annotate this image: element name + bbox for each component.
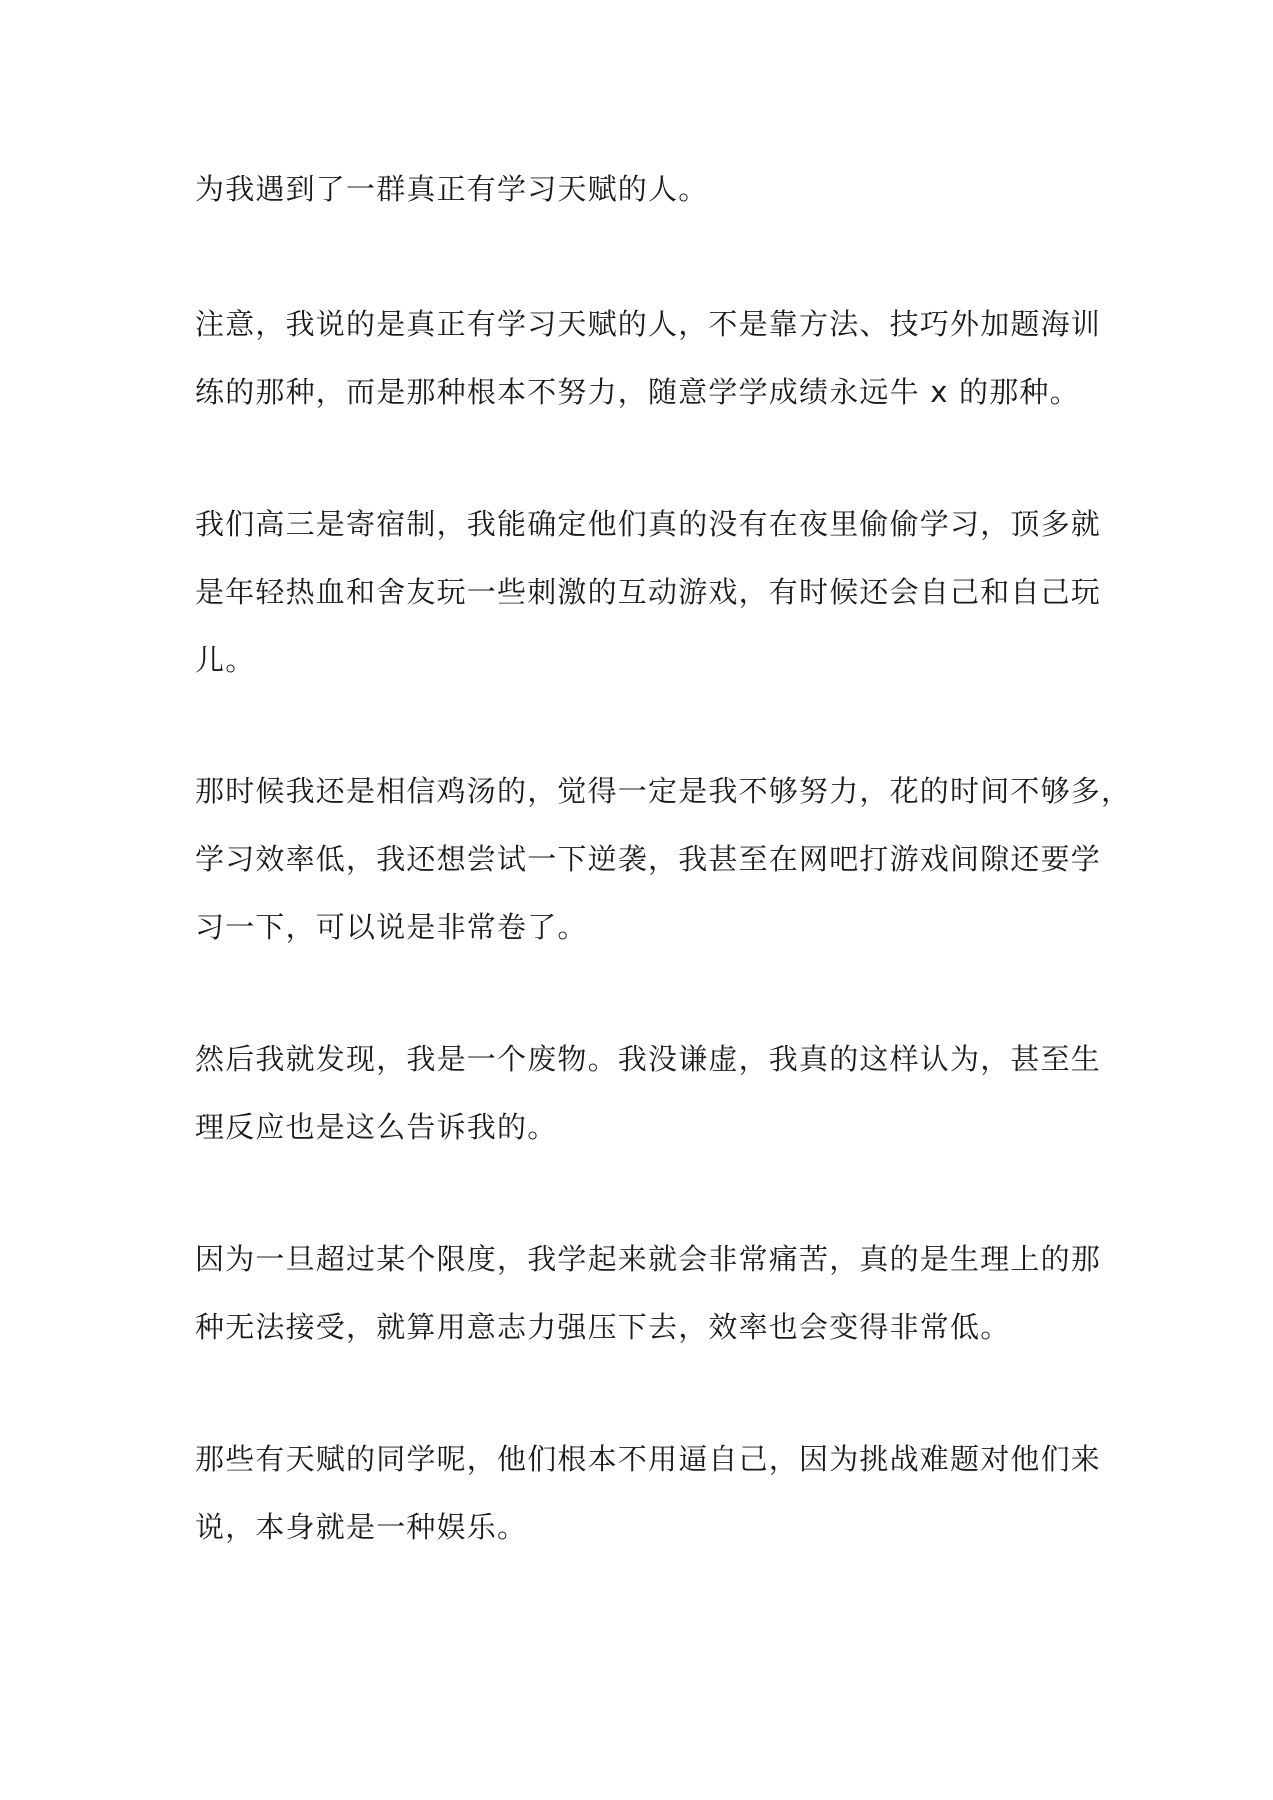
paragraph-6 [195,1225,1102,1361]
text-line: 那时候我还是相信鸡汤的，觉得一定是我不够努力，花的时间不够多， [195,774,1132,808]
paragraph-4 [195,757,1132,961]
text-line: 那些有天赋的同学呢，他们根本不用逼自己，因为挑战难题对他们来 [195,1442,1102,1476]
paragraph-5 [195,1025,1102,1161]
text-line: 为我遇到了一群真正有学习天赋的人。 [195,172,709,206]
text-line: 练的那种，而是那种根本不努力，随意学学成绩永远牛 x 的那种。 [195,375,1080,409]
text-line: 因为一旦超过某个限度，我学起来就会非常痛苦，真的是生理上的那 [195,1242,1102,1276]
text-line: 理反应也是这么告诉我的。 [195,1110,558,1144]
text-line: 然后我就发现，我是一个废物。我没谦虚，我真的这样认为，甚至生 [195,1042,1102,1076]
text-line: 学习效率低，我还想尝试一下逆袭，我甚至在网吧打游戏间隙还要学 [195,842,1102,876]
paragraph-2 [195,290,1102,426]
text-line: 种无法接受，就算用意志力强压下去，效率也会变得非常低。 [195,1310,1011,1344]
text-line: 是年轻热血和舍友玩一些刺激的互动游戏，有时候还会自己和自己玩 [195,575,1102,609]
text-line: 习一下，可以说是非常卷了。 [195,910,588,944]
text-line: 儿。 [195,643,256,677]
text-line: 注意，我说的是真正有学习天赋的人，不是靠方法、技巧外加题海训 [195,307,1102,341]
paragraph-7 [195,1425,1102,1561]
paragraph-1 [195,155,1095,223]
text-line: 我们高三是寄宿制，我能确定他们真的没有在夜里偷偷学习，顶多就 [195,507,1102,541]
paragraph-3 [195,490,1102,694]
text-line: 说，本身就是一种娱乐。 [195,1510,528,1544]
